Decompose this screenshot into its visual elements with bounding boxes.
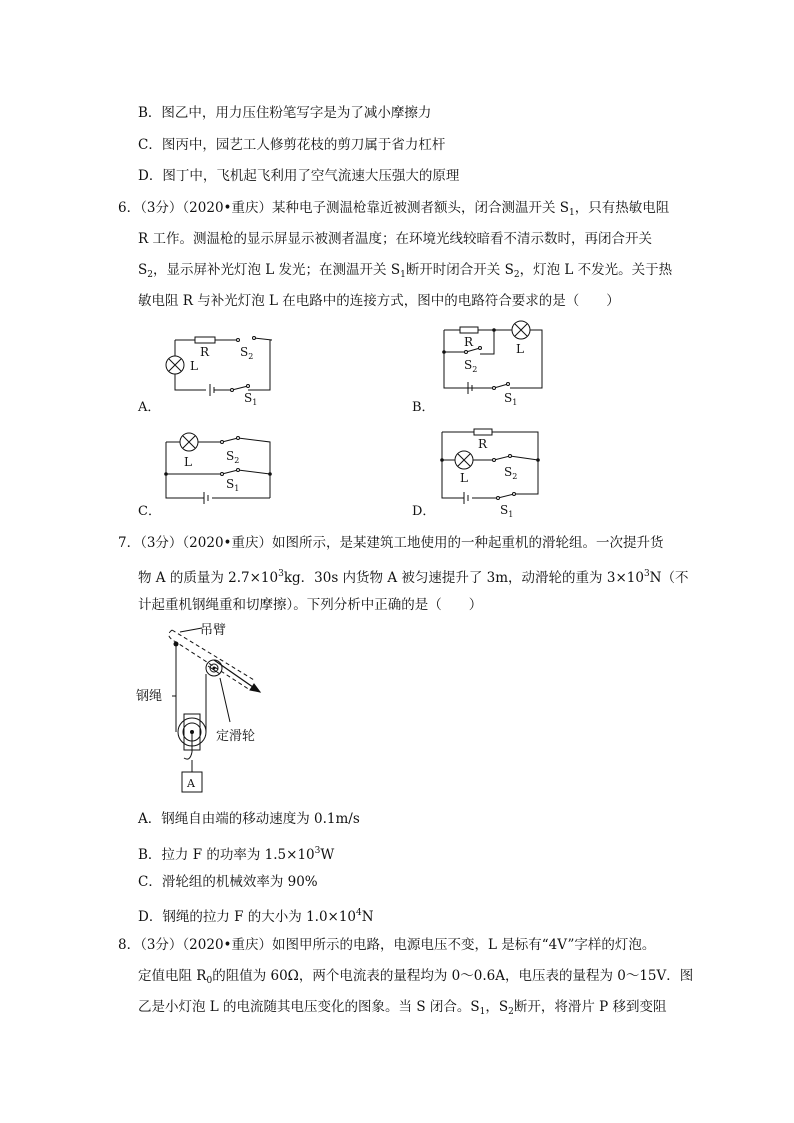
resistor-r-label: R: [464, 335, 474, 349]
switch-s2-label: $S_2$: [464, 358, 478, 374]
q6-circuit-c: [160, 430, 290, 510]
q7-stem-line3: 计起重机钢绳重和切摩擦）。下列分析中正确的是（ ）: [138, 597, 483, 613]
q7-option-c: C．滑轮组的机械效率为 90%: [138, 874, 318, 890]
q6-option-a-label: A．: [138, 400, 161, 415]
switch-s1-label: $S_1$: [504, 391, 518, 407]
switch-s2-label: $S_2$: [504, 465, 518, 481]
q6-circuit-a: [160, 334, 300, 407]
lamp-l-label: L: [190, 359, 198, 373]
q7-stem-line2: 物 A 的质量为 $2.7\times 10^3kg$．30s 内货物 A 被匀速提升了 3m，动滑轮的重为 $3\times 10^3N$（不: [138, 569, 689, 586]
q8-stem-line2: 定值电阻 $R_0$的阻值为 60Ω，两个电流表的量程均为 0～0.6A，电压表的量程为 0～15V．图: [138, 968, 694, 986]
resistor-r-label: R: [478, 437, 488, 451]
q7-option-b: B．拉力 F 的功率为 $1.5\times 10^3W$: [138, 846, 335, 863]
fixed-pulley-label: 定滑轮: [216, 729, 256, 744]
switch-s1-label: $S_1$: [500, 503, 514, 519]
switch-s1-label: $S_1$: [244, 391, 258, 407]
lamp-l-label: L: [460, 471, 468, 485]
q6-stem-line2: R 工作。测温枪的显示屏显示被测者温度；在环境光线较暗看不清示数时，再闭合开关: [138, 231, 652, 247]
q6-stem-line4: 敏电阻 R 与补光灯泡 L 在电路中的连接方式，图中的电路符合要求的是（ ）: [138, 293, 620, 309]
q6-stem-line3: $S_2$，显示屏补光灯泡 L 发光；在测温开关 $S_1$断开时闭合开关 $S_2$，灯泡 L 不发光。关于热: [138, 262, 673, 280]
resistor-r-label: R: [200, 345, 210, 359]
q7-option-d: D．钢绳的拉力 F 的大小为 $1.0\times 10^4N$: [138, 908, 374, 925]
q7-option-a: A．钢绳自由端的移动速度为 0.1m/s: [138, 811, 360, 827]
q5-option-d: D．图丁中，飞机起飞利用了空气流速大压强大的原理: [138, 168, 460, 184]
switch-s1-label: $S_1$: [226, 477, 240, 493]
lamp-l-label: L: [516, 342, 524, 356]
q7-stem-line1: 7．（3分）（2020•重庆）如图所示，是某建筑工地使用的一种起重机的滑轮组。一次提升货: [118, 535, 664, 551]
q8-stem-line3: 乙是小灯泡 L 的电流随其电压变化的图象。当 S 闭合。$S_1$，$S_2$断开，将滑片 P 移到变阻: [138, 999, 667, 1017]
q7-pulley-figure: [134, 622, 294, 797]
rope-label: 钢绳: [136, 689, 163, 704]
switch-s2-label: $S_2$: [226, 449, 240, 465]
q6-option-c-label: C．: [138, 504, 161, 519]
q5-option-c: C．图丙中，园艺工人修剪花枝的剪刀属于省力杠杆: [138, 137, 446, 153]
q6-option-d-label: D．: [412, 504, 436, 519]
cargo-a-label: A: [187, 777, 195, 790]
arm-label: 吊臂: [200, 623, 227, 638]
lamp-l-label: L: [184, 455, 192, 469]
q6-option-b-label: B．: [412, 400, 435, 415]
switch-s2-label: $S_2$: [240, 345, 254, 361]
q6-stem-line1: 6．（3分）（2020•重庆）某种电子测温枪靠近被测者额头，闭合测温开关 $S_1$，只有热敏电阻: [118, 200, 670, 218]
q6-circuit-b: [432, 322, 572, 407]
q6-circuit-d: [432, 418, 572, 518]
q8-stem-line1: 8．（3分）（2020•重庆）如图甲所示的电路，电源电压不变，L 是标有“4V”字样的灯泡。: [118, 937, 656, 953]
q5-option-b: B．图乙中，用力压住粉笔写字是为了减小摩擦力: [138, 105, 432, 121]
